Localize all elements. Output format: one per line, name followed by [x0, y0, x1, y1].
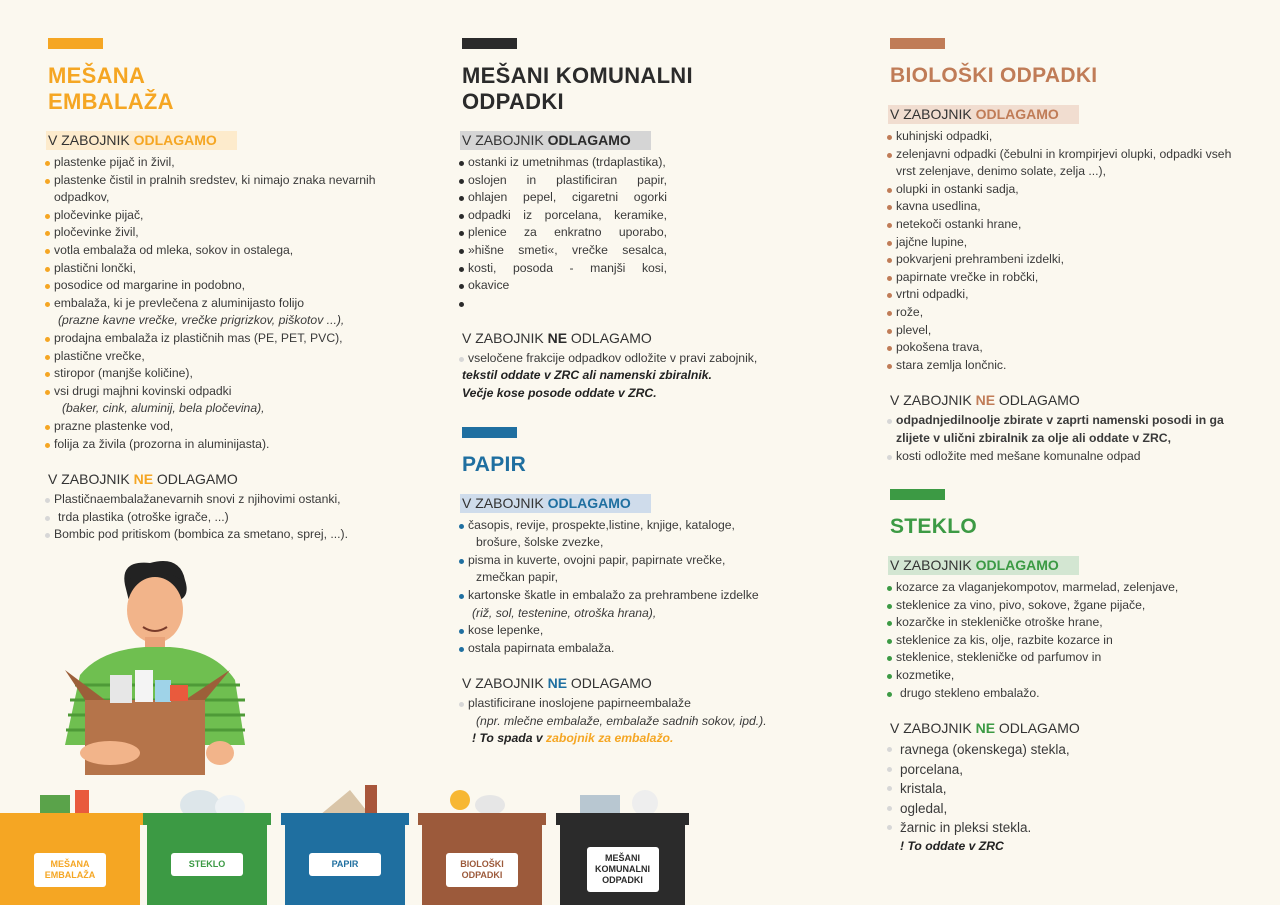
section-bar [890, 489, 945, 500]
ne-heading: V ZABOJNIK NE ODLAGAMO [48, 471, 238, 488]
list-item: pločevinke živil, [48, 224, 418, 242]
bin-lid [418, 813, 546, 825]
section-bioloski [890, 38, 1250, 855]
bin-bioloski [422, 825, 542, 905]
list-odlagamo [890, 128, 1250, 374]
tag-odlagamo: V ZABOJNIK ODLAGAMO [460, 131, 651, 150]
list-item: kristala, [890, 779, 1250, 799]
list-item: stara zemlja lončnic. [890, 357, 1250, 375]
list-item: pokošena trava, [890, 339, 1250, 357]
bin-mesani-komunalni [560, 825, 685, 905]
section-title: PAPIR [462, 452, 527, 476]
list-item: folija za živila (prozorna in aluminijasta). [48, 436, 418, 454]
list-item: trda plastika (otroške igrače, ...) [48, 509, 418, 527]
list-item: steklenice, stekleničke od parfumov in [890, 649, 1250, 667]
list-item: plastificirane inoslojene papirneembalaže [462, 695, 802, 713]
list-odlagamo [462, 517, 802, 658]
list-ne-odlagamo [462, 695, 802, 730]
ne-heading: V ZABOJNIK NE ODLAGAMO [462, 675, 652, 692]
list-item: (npr. mlečne embalaže, embalaže sadnih sokov, ipd.). [476, 713, 767, 728]
list-item: prodajna embalaža iz plastičnih mas (PE, PET, PVC), [48, 330, 418, 348]
list-item: plevel, [890, 322, 1250, 340]
note-embalaza: ! To spada v zabojnik za embalažo. [472, 731, 674, 746]
list-item: papirnate vrečke in robčki, [890, 269, 1250, 287]
list-ne-odlagamo [890, 412, 1250, 465]
list-item: (prazne kavne vrečke, vrečke prigrizkov, piškotov ...), [58, 313, 345, 328]
list-item: »hišne smeti«, vrečke sesalca, [462, 242, 667, 260]
section-bar [462, 38, 517, 49]
list-item: časopis, revije, prospekte,listine, knjige, kataloge, [462, 517, 802, 535]
list-odlagamo [462, 154, 667, 312]
list-item: embalaža, ki je prevlečena z aluminijasto folijo [48, 295, 418, 313]
list-item: kosti odložite med mešane komunalne odpad [890, 448, 1250, 466]
section-bar [890, 38, 945, 49]
list-item: kozarce za vlaganjekompotov, marmelad, zelenjave, [890, 579, 1250, 597]
section-title: MEŠANI KOMUNALNI ODPADKI [462, 63, 693, 114]
list-item: (baker, cink, aluminij, bela pločevina), [62, 401, 265, 416]
ne-heading: V ZABOJNIK NE ODLAGAMO [890, 720, 1080, 737]
bin-lid [143, 813, 271, 825]
bin-label: MEŠANA EMBALAŽA [34, 853, 106, 887]
note-tekstil: tekstil oddate v ZRC ali namenski zbiralnik. [462, 368, 712, 383]
list-item: oslojen in plastificiran papir, [462, 172, 667, 190]
list-item: drugo stekleno embalažo. [890, 685, 1250, 703]
list-item: odpadnjedilnoolje zbirate v zaprti namenski posodi in ga zlijete v ulični zbiralnik za olje ali oddate v ZRC, [890, 412, 1250, 447]
list-item: jajčne lupine, [890, 234, 1250, 252]
list-ne-odlagamo [462, 350, 802, 368]
bin-label: MEŠANI KOMUNALNI ODPADKI [587, 847, 659, 892]
list-item: ostanki iz umetnihmas (trdaplastika), [462, 154, 667, 172]
list-item: okavice [462, 277, 667, 295]
bin-mesana-embalaza [0, 825, 140, 905]
list-item: odpadki iz porcelana, keramike, [462, 207, 667, 225]
list-item: kozmetike, [890, 667, 1250, 685]
list-item: plastenke pijač in živil, [48, 154, 418, 172]
list-item: steklenice za kis, olje, razbite kozarce in [890, 632, 1250, 650]
list-item: stiropor (manjše količine), [48, 365, 418, 383]
list-item: zelenjavni odpadki (čebulni in krompirjevi olupki, odpadki vseh vrst zelenjave, denimo solate, zelja ...), [890, 146, 1250, 181]
section-mesani-komunalni [462, 38, 802, 748]
section-bar [462, 427, 517, 438]
list-item: steklenice za vino, pivo, sokove, žgane pijače, [890, 597, 1250, 615]
section-title: MEŠANA EMBALAŽA [48, 63, 174, 114]
list-item: olupki in ostanki sadja, [890, 181, 1250, 199]
list-item: posodice od margarine in podobno, [48, 277, 418, 295]
section-title: BIOLOŠKI ODPADKI [890, 64, 1098, 87]
tag-odlagamo: V ZABOJNIK ODLAGAMO [888, 556, 1079, 575]
list-odlagamo [890, 579, 1250, 702]
list-item: zmečkan papir, [476, 570, 558, 585]
list-item: kosti, posoda - manjši kosi, [462, 260, 667, 278]
list-item: netekoči ostanki hrane, [890, 216, 1250, 234]
list-item: vrtni odpadki, [890, 286, 1250, 304]
list-item: kavna usedlina, [890, 198, 1250, 216]
tag-odlagamo: V ZABOJNIK ODLAGAMO [888, 105, 1079, 124]
list-ne-odlagamo [48, 491, 418, 544]
bin-steklo [147, 825, 267, 905]
list-item: pokvarjeni prehrambeni izdelki, [890, 251, 1250, 269]
list-item: prazne plastenke vod, [48, 418, 418, 436]
list-item [462, 295, 667, 312]
list-item: porcelana, [890, 760, 1250, 780]
list-item: brošure, šolske zvezke, [476, 535, 604, 550]
list-item: plastične vrečke, [48, 348, 418, 366]
bin-papir [285, 825, 405, 905]
bin-label: PAPIR [309, 853, 381, 876]
list-item: (riž, sol, testenine, otroška hrana), [472, 605, 657, 620]
note-posoda: Večje kose posode oddate v ZRC. [462, 385, 657, 400]
list-item: pisma in kuverte, ovojni papir, papirnate vrečke, [462, 552, 802, 570]
list-item: Bombic pod pritiskom (bombica za smetano, sprej, ...). [48, 526, 418, 544]
ne-heading: V ZABOJNIK NE ODLAGAMO [890, 392, 1080, 409]
list-item: pločevinke pijač, [48, 207, 418, 225]
section-mesana-embalaza [48, 38, 418, 544]
bin-lid [281, 813, 409, 825]
section-papir [462, 427, 802, 749]
bin-label: BIOLOŠKI ODPADKI [446, 853, 518, 887]
bin-lid [556, 813, 689, 825]
list-item: kose lepenke, [462, 622, 802, 640]
list-item: plastični lončki, [48, 260, 418, 278]
list-item: ogledal, [890, 799, 1250, 819]
note-zrc: ! To oddate v ZRC [900, 838, 1004, 853]
bin-lid [0, 813, 144, 825]
list-item: vsi drugi majhni kovinski odpadki [48, 383, 418, 401]
list-item: ohlajen pepel, cigaretni ogorki [462, 189, 667, 207]
list-item: kuhinjski odpadki, [890, 128, 1250, 146]
list-item: rože, [890, 304, 1250, 322]
list-item: kozarčke in stekleničke otroške hrane, [890, 614, 1250, 632]
section-title: STEKLO [890, 515, 977, 539]
list-item: Plastičnaembalažanevarnih snovi z njihovimi ostanki, [48, 491, 418, 509]
section-bar [48, 38, 103, 49]
section-steklo [890, 489, 1250, 855]
list-item: kartonske škatle in embalažo za prehrambene izdelke [462, 587, 802, 605]
list-odlagamo [48, 154, 418, 453]
list-item: ravnega (okenskega) stekla, [890, 740, 1250, 760]
list-ne-odlagamo [890, 740, 1250, 838]
tag-odlagamo: V ZABOJNIK ODLAGAMO [460, 494, 651, 513]
list-item: vseločene frakcije odpadkov odložite v pravi zabojnik, [462, 350, 802, 368]
list-item: plastenke čistil in pralnih sredstev, ki nimajo znaka nevarnih odpadkov, [48, 172, 418, 207]
list-item: ostala papirnata embalaža. [462, 640, 802, 658]
tag-odlagamo: V ZABOJNIK ODLAGAMO [46, 131, 237, 150]
ne-heading: V ZABOJNIK NE ODLAGAMO [462, 329, 652, 346]
list-item: plenice za enkratno uporabo, [462, 224, 667, 242]
list-item: žarnic in pleksi stekla. [890, 818, 1250, 838]
bin-label: STEKLO [171, 853, 243, 876]
list-item: votla embalaža od mleka, sokov in ostalega, [48, 242, 418, 260]
